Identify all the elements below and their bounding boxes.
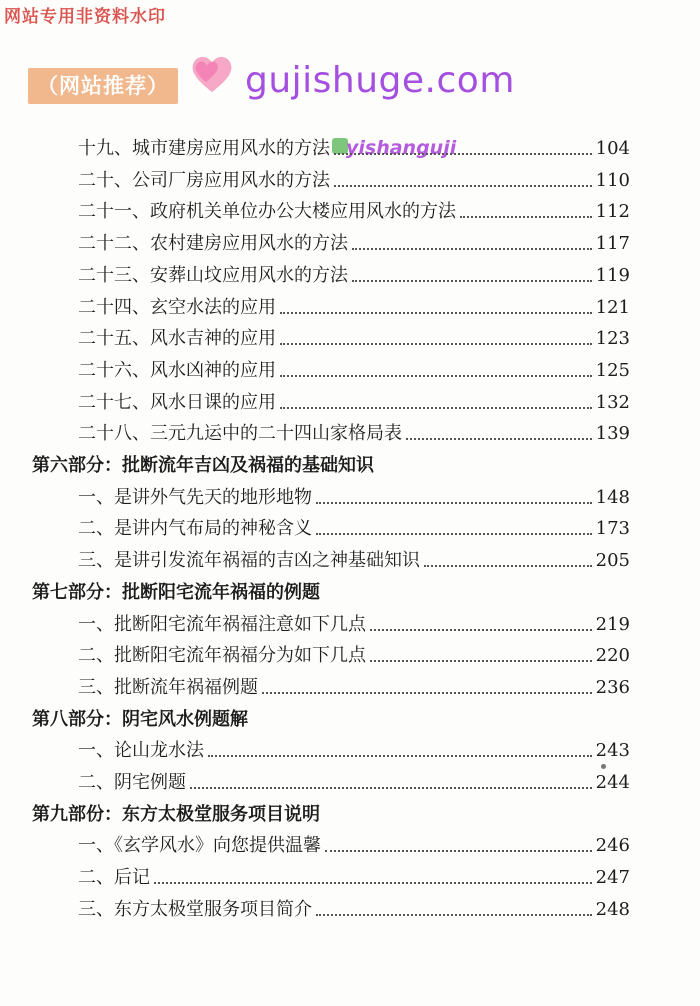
site-watermark: gujishuge.com bbox=[245, 60, 515, 101]
leader-dots bbox=[334, 185, 592, 187]
toc-entry bbox=[0, 356, 700, 386]
toc-entry-page: 117 bbox=[595, 233, 630, 255]
toc-entry-label: 二十一、政府机关单位办公大楼应用风水的方法 bbox=[78, 201, 456, 223]
toc-entry-label: 二十、公司厂房应用风水的方法 bbox=[78, 169, 330, 191]
toc-entry-label: 一、论山龙水法 bbox=[78, 740, 204, 762]
toc-entry bbox=[0, 293, 700, 323]
toc-entry-page: 243 bbox=[595, 740, 630, 762]
toc-entry-page: 132 bbox=[595, 391, 630, 413]
section-heading-text: 第九部份：东方太极堂服务项目说明 bbox=[32, 803, 320, 825]
toc-entry-page: 110 bbox=[595, 169, 630, 191]
toc-entry bbox=[0, 166, 700, 196]
toc-entry-page: 236 bbox=[595, 676, 630, 698]
toc-entry bbox=[0, 546, 700, 576]
toc-entry-page: 247 bbox=[595, 867, 630, 889]
toc-entry-label: 十九、城市建房应用风水的方法 bbox=[78, 138, 330, 159]
toc-entry-label: 二十二、农村建房应用风水的方法 bbox=[78, 233, 348, 255]
toc-entry bbox=[0, 483, 700, 513]
toc-entry-label: 一、是讲外气先天的地形地物 bbox=[78, 486, 312, 508]
leader-dots bbox=[280, 375, 592, 377]
leader-dots bbox=[460, 216, 592, 218]
toc-entry-page: 121 bbox=[595, 296, 630, 318]
section-heading-text: 第七部分：批断阳宅流年祸福的例题 bbox=[32, 581, 320, 603]
section-heading bbox=[0, 800, 700, 830]
leader-dots bbox=[424, 565, 592, 567]
leader-dots bbox=[280, 343, 592, 345]
toc-entry-page: 248 bbox=[595, 898, 630, 920]
leader-dots bbox=[208, 755, 592, 757]
toc-entry-page: 246 bbox=[595, 835, 630, 857]
leader-dots bbox=[325, 850, 592, 852]
overlay-watermark: yishanguji bbox=[346, 137, 457, 159]
toc-entry-label: 二十七、风水日课的应用 bbox=[78, 391, 276, 413]
toc-entry bbox=[0, 388, 700, 418]
leader-dots bbox=[316, 502, 592, 504]
toc-entry-page: 123 bbox=[595, 328, 630, 350]
leader-dots bbox=[352, 248, 592, 250]
toc-entry-label: 二、阴宅例题 bbox=[78, 772, 186, 793]
leader-dots bbox=[280, 407, 592, 409]
leader-dots bbox=[262, 692, 592, 694]
toc-entry bbox=[0, 324, 700, 354]
toc-entry bbox=[0, 641, 700, 671]
toc-entry-page: 119 bbox=[595, 264, 630, 286]
toc-entry bbox=[0, 514, 700, 544]
toc-entry bbox=[0, 610, 700, 640]
toc-entry-label: 三、东方太极堂服务项目简介 bbox=[78, 898, 312, 920]
watermark-top-text: 网站专用非资料水印 bbox=[4, 7, 166, 27]
toc-entry-page: 173 bbox=[595, 518, 630, 540]
leader-dots bbox=[280, 312, 592, 314]
toc-entry bbox=[0, 863, 700, 893]
toc-entry-label: 三、批断流年祸福例题 bbox=[78, 676, 258, 698]
leader-dots bbox=[154, 882, 592, 884]
toc-entry bbox=[0, 229, 700, 259]
leader-dots bbox=[370, 629, 592, 631]
leader-dots bbox=[406, 438, 592, 440]
toc-entry-page: 112 bbox=[595, 201, 630, 223]
scan-speck bbox=[601, 764, 606, 769]
section-heading bbox=[0, 705, 700, 735]
toc-entry-page: 104 bbox=[595, 138, 630, 159]
toc-entry bbox=[0, 768, 700, 798]
toc-entry-label: 二、是讲内气布局的神秘含义 bbox=[78, 518, 312, 540]
leader-dots bbox=[316, 533, 592, 535]
toc-entry bbox=[0, 673, 700, 703]
toc-entry-page: 148 bbox=[595, 486, 630, 508]
toc-entry bbox=[0, 134, 700, 164]
toc-entry bbox=[0, 197, 700, 227]
heart-icon bbox=[188, 52, 236, 96]
toc-entry bbox=[0, 261, 700, 291]
toc-entry-page: 219 bbox=[595, 613, 630, 635]
toc-entry bbox=[0, 736, 700, 766]
toc-entry-label: 二十六、风水凶神的应用 bbox=[78, 359, 276, 381]
toc-entry-label: 二、批断阳宅流年祸福分为如下几点 bbox=[78, 645, 366, 667]
leader-dots bbox=[316, 914, 592, 916]
toc-entry-label: 二十四、玄空水法的应用 bbox=[78, 296, 276, 318]
toc-entry-page: 244 bbox=[595, 772, 630, 793]
toc-entry-label: 二十三、安葬山坟应用风水的方法 bbox=[78, 264, 348, 286]
toc-entry-label: 一、《玄学风水》向您提供温馨 bbox=[78, 835, 321, 857]
recommend-badge: （网站推荐） bbox=[28, 68, 178, 104]
toc-entry bbox=[0, 895, 700, 925]
section-heading-text: 第六部分：批断流年吉凶及祸福的基础知识 bbox=[32, 455, 374, 476]
section-heading-text: 第八部分：阴宅风水例题解 bbox=[32, 708, 248, 730]
toc-entry-page: 205 bbox=[595, 550, 630, 572]
toc-entry-page: 139 bbox=[595, 423, 630, 445]
toc-entry-label: 一、批断阳宅流年祸福注意如下几点 bbox=[78, 613, 366, 635]
toc-entry-label: 三、是讲引发流年祸福的吉凶之神基础知识 bbox=[78, 550, 420, 572]
toc-entry-label: 二十五、风水吉神的应用 bbox=[78, 328, 276, 350]
toc-entry bbox=[0, 419, 700, 449]
leader-dots bbox=[190, 787, 592, 789]
section-heading bbox=[0, 578, 700, 608]
toc-entry bbox=[0, 831, 700, 861]
leader-dots bbox=[352, 280, 592, 282]
section-heading bbox=[0, 451, 700, 481]
toc-entry-page: 125 bbox=[595, 359, 630, 381]
toc-entry-label: 二、后记 bbox=[78, 867, 150, 889]
leader-dots bbox=[370, 660, 592, 662]
toc-entry-page: 220 bbox=[595, 645, 630, 667]
leader-dots bbox=[334, 153, 592, 155]
toc-entry-label: 二十八、三元九运中的二十四山家格局表 bbox=[78, 423, 402, 445]
